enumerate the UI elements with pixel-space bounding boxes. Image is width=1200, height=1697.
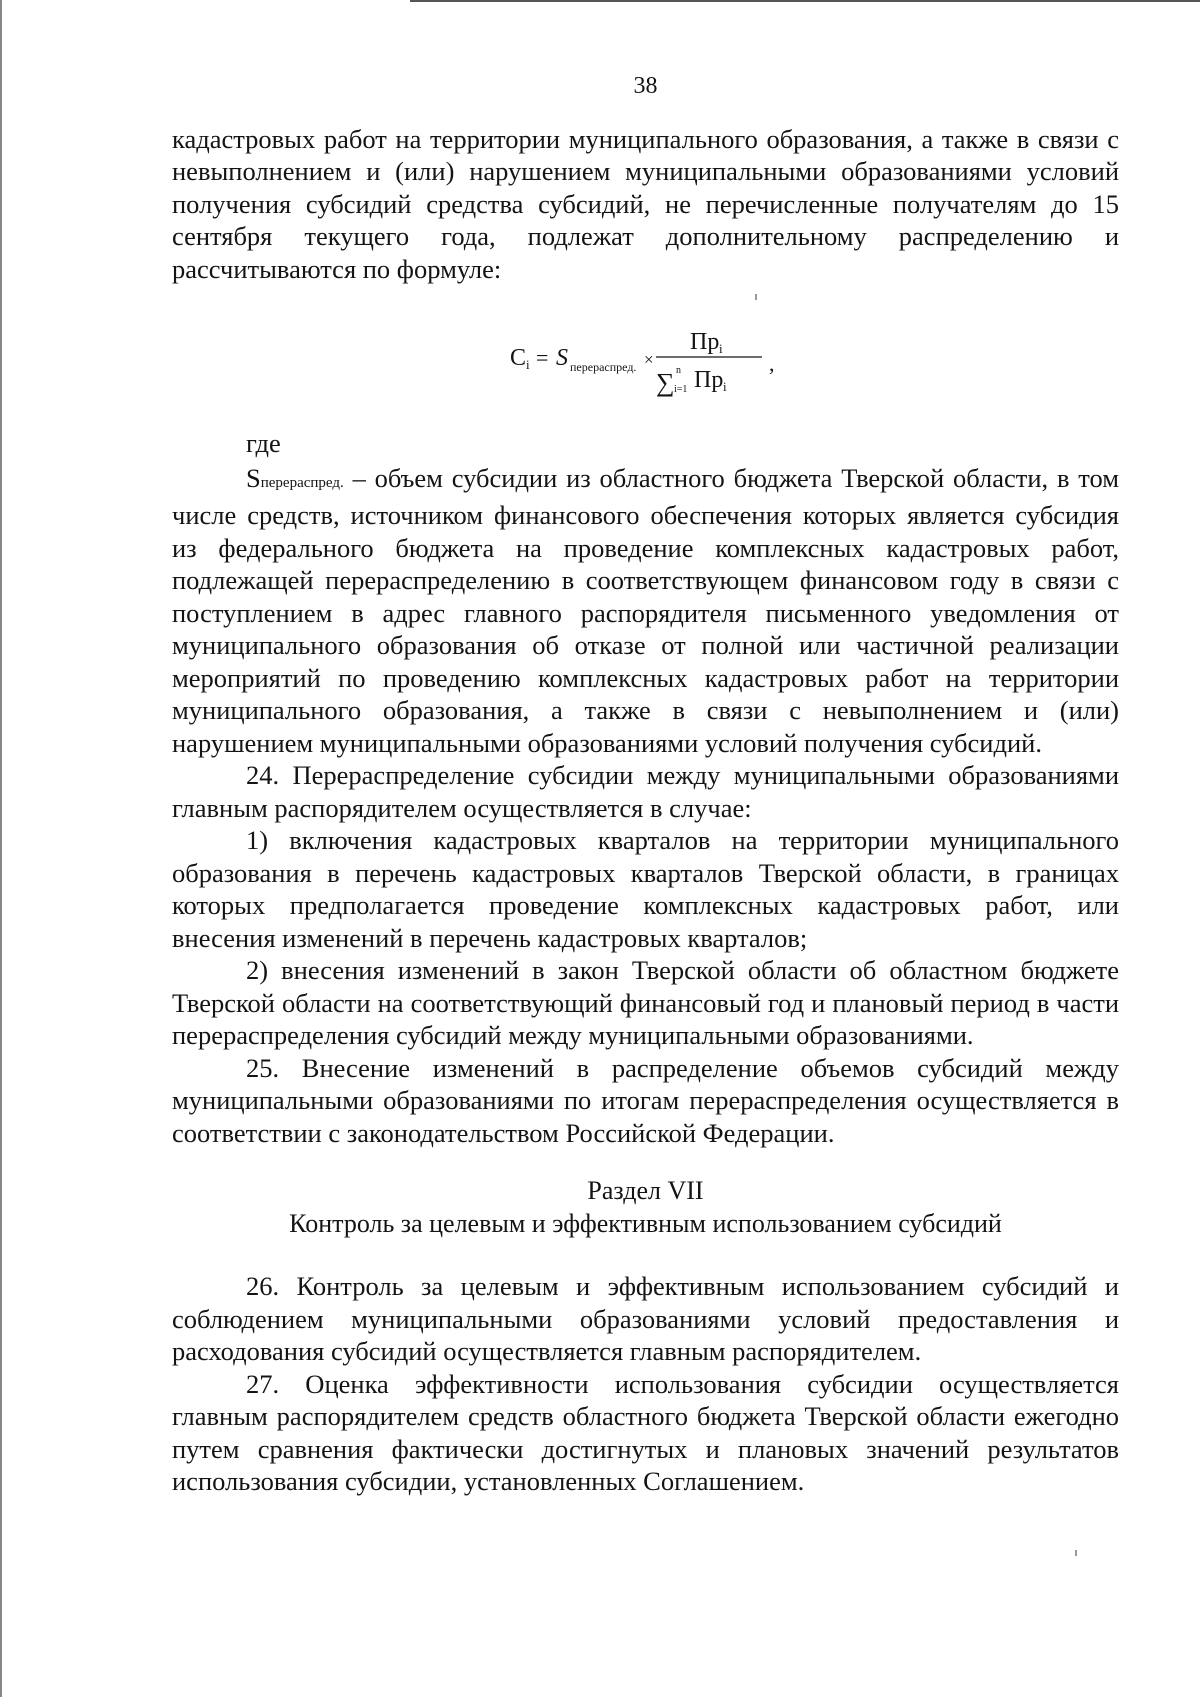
formula-lhs-sub: i xyxy=(525,357,530,372)
section-subtitle: Контроль за целевым и эффективным использованием субсидий xyxy=(289,1208,1002,1238)
where-label: где xyxy=(246,428,281,458)
formula-denominator-sub: i xyxy=(722,379,727,394)
formula-sigma: ∑ xyxy=(655,368,675,397)
paragraph-26: 26. Контроль за целевым и эффективным использованием субсидий и соблюдением муниципальными образованиями условий предоставления и расходования субсидий осуществляется главным распорядителем. xyxy=(172,1271,1119,1366)
document-body xyxy=(172,70,1119,1498)
formula-times: × xyxy=(643,350,654,369)
redistribution-formula xyxy=(506,323,786,397)
formula-sigma-upper: n xyxy=(675,365,681,376)
formula-lhs: C xyxy=(509,345,526,371)
scan-edge-top xyxy=(410,0,1200,2)
paragraph-27: 27. Оценка эффективности использования субсидии осуществляется главным распорядителем средств областного бюджета Тверской области ежегодно путем сравнения фактически достигнутых и плановых значений результатов использования субсидии, установленных Соглашением. xyxy=(172,1368,1119,1496)
paragraph-24: 24. Перераспределение субсидии между муниципальными образованиями главным распорядителем осуществляется в случае: xyxy=(172,760,1119,823)
paragraph-24-item-2: 2) внесения изменений в закон Тверской области об областном бюджете Тверской области на соответствующий финансовый год и плановый период в части перераспределения субсидий между муниципальными образованиями. xyxy=(172,955,1119,1050)
s-symbol: S xyxy=(246,462,261,493)
formula-numerator: Пр xyxy=(689,329,719,355)
section-title: Раздел VII xyxy=(587,1176,704,1205)
formula-denominator: Пр xyxy=(693,367,723,393)
paragraph-intro: кадастровых работ на территории муниципального образования, а также в связи с невыполнением и (или) нарушением муниципальными образованиями условий получения субсидий средства субсидий, не перечисленные получателям до 15 сентября текущего года, подлежат дополнительному распределению и рассчитываются по формуле: xyxy=(172,123,1119,284)
formula-block xyxy=(172,323,1119,397)
paragraph-s-definition xyxy=(172,462,1119,760)
s-subscript: перераспред. xyxy=(260,474,344,491)
formula-sigma-lower: i=1 xyxy=(673,384,687,395)
formula-numerator-sub: i xyxy=(718,341,723,356)
page-number: 38 xyxy=(633,73,658,99)
paragraph-24-item-1: 1) включения кадастровых кварталов на территории муниципального образования в перечень кадастровых кварталов Тверской области, в границах которых предполагается проведение комплексных кадастровых работ, или внесения изменений в перечень кадастровых кварталов; xyxy=(172,825,1119,953)
formula-s-sub: перераспред. xyxy=(569,360,636,374)
scan-edge-left xyxy=(0,0,2,1697)
s-definition-text: – объем субсидии из областного бюджета Тверской области, в том числе средств, источником финансового обеспечения которых является субсидия из федерального бюджета на проведение комплексных кадастровых работ, подлежащей перераспределению в соответствующем финансовом году в связи с поступлением в адрес главного распорядителя письменного уведомления от муниципального образования об отказе от полной или частичной реализации мероприятий по проведению комплексных кадастровых работ на территории муниципального образования, а также в связи с невыполнением и (или) нарушением муниципальными образованиями условий получения субсидий. xyxy=(172,462,1119,758)
formula-svg xyxy=(506,323,786,397)
formula-s: S xyxy=(555,345,568,371)
scan-speck xyxy=(1075,1550,1077,1556)
formula-trailing-comma: , xyxy=(768,351,774,376)
paragraph-25: 25. Внесение изменений в распределение объемов субсидий между муниципальными образованиями по итогам перераспределения осуществляется в соответствии с законодательством Российской Федерации. xyxy=(172,1052,1119,1148)
formula-equals: = xyxy=(535,345,548,370)
